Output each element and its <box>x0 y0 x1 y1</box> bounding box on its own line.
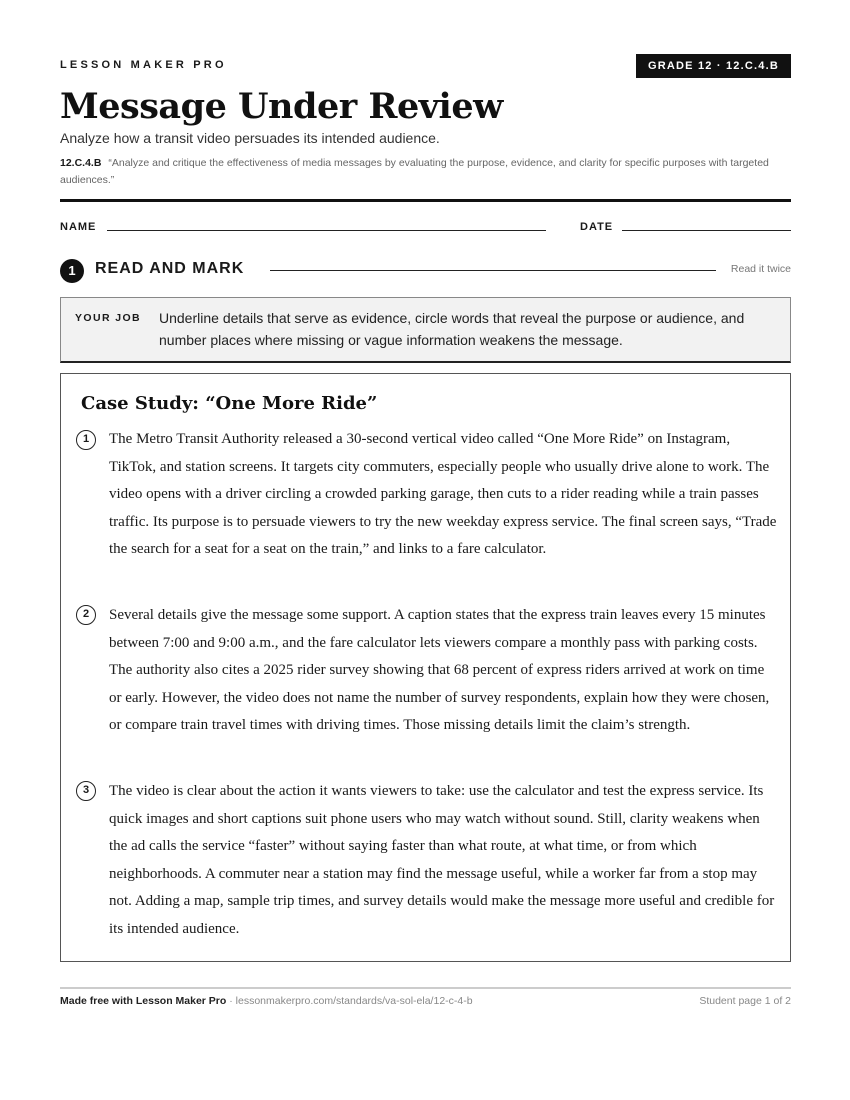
standard-description <box>60 155 791 189</box>
section-number-badge: 1 <box>60 259 84 283</box>
footer-page-number: Student page 1 of 2 <box>699 995 791 1007</box>
page-subtitle: Analyze how a transit video persuades its intended audience. <box>60 130 440 146</box>
footer-divider <box>60 987 791 989</box>
header-divider <box>60 199 791 202</box>
paragraph-number-3: 3 <box>76 781 96 801</box>
date-field-line[interactable] <box>622 230 791 231</box>
your-job-text: Underline details that serve as evidence, circle words that reveal the purpose or audience, and number places where missing or vague information weakens the message. <box>159 310 745 348</box>
paragraph-number-2: 2 <box>76 605 96 625</box>
worksheet-page <box>60 0 791 1100</box>
case-paragraph-1: The Metro Transit Authority released a 30-second vertical video called “One More Ride” on Instagram, TikTok, and station screens. It targets city commuters, especially people who usually drive alone to work. The video opens with a driver circling a crowded parking garage, then cuts to a rider reading while a train passes traffic. Its purpose is to persuade viewers to try the new weekday express service. The final screen says, “Trade the search for a seat for a seat on the train,” and links to a fare calculator. <box>109 431 777 557</box>
standard-code: 12.C.4.B <box>60 157 102 169</box>
standard-text: “Analyze and critique the effectiveness of media messages by evaluating the purpose, evidence, and clarity for specific purposes with targeted audiences.” <box>60 157 769 186</box>
section-divider <box>270 270 716 271</box>
case-paragraph-3: The video is clear about the action it wants viewers to take: use the calculator and test the express service. Its quick images and short captions suit phone users who may watch without sound. Still, clarity weakens when the ad calls the service “faster” without saying faster than what route, at what time, or from which neighborhoods. A commuter near a station may find the message useful, while a worker far from a stop may not. Adding a map, sample trip times, and survey details would make the message more useful and credible for its intended audience. <box>109 783 775 937</box>
date-label: DATE <box>580 221 614 233</box>
your-job-label: YOUR JOB <box>75 312 142 324</box>
section-note: Read it twice <box>730 263 791 275</box>
section-title: READ AND MARK <box>95 260 245 277</box>
page-title: Message Under Review <box>60 86 503 127</box>
name-label: NAME <box>60 221 97 233</box>
grade-badge: GRADE 12 · 12.C.4.B <box>636 54 791 78</box>
case-study-title: Case Study: “One More Ride” <box>81 393 378 414</box>
footer-credit <box>60 995 473 1007</box>
your-job-box <box>60 297 791 363</box>
case-paragraph-2: Several details give the message some support. A caption states that the express train leaves every 15 minutes between 7:00 and 9:00 a.m., and the fare calculator lets viewers compare a monthly pass with parking costs. The authority also cites a 2025 rider survey showing that 68 percent of express riders arrived at work on time or early. However, the video does not name the number of survey respondents, explain how they were chosen, or compare train travel times with driving times. Those missing details limit the claim’s strength. <box>109 607 770 733</box>
name-field-line[interactable] <box>107 230 546 231</box>
case-study-box <box>60 373 791 962</box>
footer-made-with: Made free with Lesson Maker Pro <box>60 995 227 1007</box>
footer-url[interactable]: · lessonmakerpro.com/standards/va-sol-ela/12-c-4-b <box>226 995 473 1007</box>
brand-name: LESSON MAKER PRO <box>60 59 227 71</box>
paragraph-number-1: 1 <box>76 430 96 450</box>
